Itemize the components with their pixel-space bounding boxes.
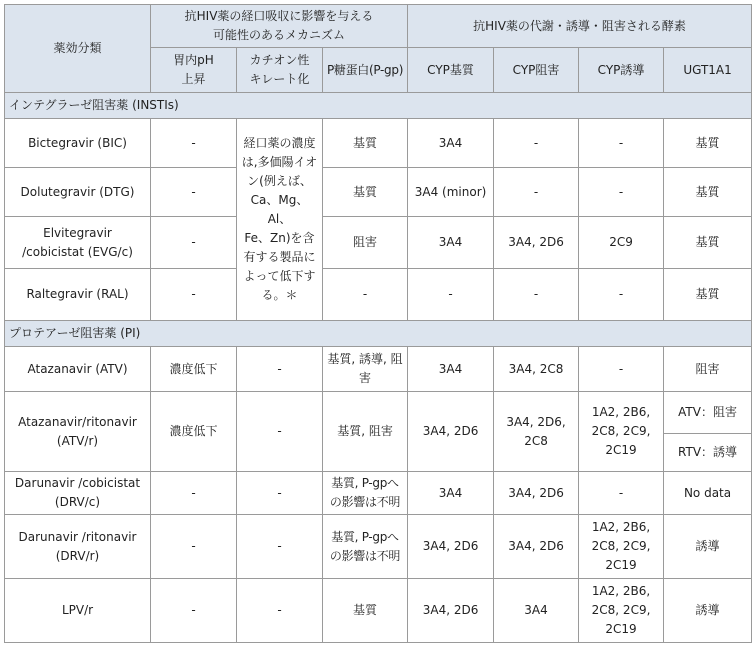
cyp-induction-line3: 2C19 (605, 558, 637, 572)
drug-name-line2: /cobicistat (EVG/c) (22, 244, 133, 259)
table-row-drvr (5, 515, 752, 579)
header-row-1 (5, 5, 752, 48)
cation-line2: キレート化 (249, 72, 310, 86)
table-row-atv (5, 347, 752, 392)
drug-name-line1: Atazanavir/ritonavir (18, 414, 137, 429)
cyp-substrate-cell: 3A4 (408, 347, 494, 392)
ugt1a1-cell: 基質 (664, 119, 752, 168)
cyp-substrate-header: CYP基質 (408, 48, 494, 93)
cyp-inhibition-cell (494, 392, 579, 472)
cyp-inhibition-cell: 3A4, 2D6 (494, 472, 579, 515)
drug-name (5, 217, 151, 269)
pgp-header: P糖蛋白(P-gp) (323, 48, 408, 93)
drug-name-line1: Darunavir /cobicistat (14, 476, 141, 490)
cyp-induction-cell: 2C9 (579, 217, 664, 269)
cyp-inhibition-line1: 3A4, 2D6, (506, 414, 566, 429)
cyp-substrate-cell: 3A4 (408, 217, 494, 269)
gastric-ph-line1: 胃内pH (173, 53, 214, 67)
pgp-cell (323, 515, 408, 579)
ugt1a1-cell-atv: ATV：阻害 (664, 392, 752, 434)
drug-interaction-table (4, 4, 752, 643)
pgp-line2: の影響は不明 (329, 495, 401, 509)
table-row-dtg (5, 168, 752, 217)
gastric-ph-cell: 濃度低下 (151, 392, 237, 472)
drug-name-line2: (ATV/r) (56, 433, 99, 448)
pgp-cell: 基質 (323, 168, 408, 217)
cation-chelation-cell: - (237, 472, 323, 515)
section-title-pi: プロテアーゼ阻害薬 (PI) (5, 321, 752, 347)
cation-chelation-cell: - (237, 347, 323, 392)
cyp-substrate-cell: 3A4, 2D6 (408, 579, 494, 643)
drug-name: Raltegravir (RAL) (5, 269, 151, 321)
ugt1a1-cell: 阻害 (664, 347, 752, 392)
cyp-substrate-cell: 3A4, 2D6 (408, 515, 494, 579)
cyp-inhibition-cell: - (494, 269, 579, 321)
cyp-inhibition-cell: 3A4, 2D6 (494, 217, 579, 269)
ugt1a1-cell-rtv: RTV：誘導 (664, 434, 752, 472)
cyp-inhibition-cell: 3A4, 2C8 (494, 347, 579, 392)
gastric-ph-cell: - (151, 515, 237, 579)
pgp-cell: 基質 (323, 119, 408, 168)
absorption-mechanism-header (151, 5, 408, 48)
table-row-evg (5, 217, 752, 269)
cyp-inhibition-cell: 3A4 (494, 579, 579, 643)
pgp-line1: 基質, P-gpへ (331, 476, 399, 490)
chelation-note-line: 有する製品に (243, 250, 316, 264)
chelation-note-line: Ca、Mg、Al、 (250, 193, 309, 226)
cyp-induction-line1: 1A2, 2B6, (591, 520, 651, 534)
drug-name (5, 472, 151, 515)
pgp-cell (323, 347, 408, 392)
gastric-ph-cell: 濃度低下 (151, 347, 237, 392)
pgp-line2: の影響は不明 (329, 548, 401, 563)
ugt1a1-header: UGT1A1 (664, 48, 752, 93)
drug-name (5, 515, 151, 579)
cation-chelation-header (237, 48, 323, 93)
table-row-bic (5, 119, 752, 168)
absorption-header-line1: 抗HIV薬の経口吸収に影響を与える (184, 9, 374, 23)
cyp-induction-line1: 1A2, 2B6, (591, 405, 651, 419)
pgp-line1: 基質, 誘導, 阻 (327, 352, 403, 366)
gastric-ph-header (151, 48, 237, 93)
chelation-note-line: よって低下す (243, 269, 316, 283)
gastric-ph-cell: - (151, 472, 237, 515)
cyp-inhibition-cell: - (494, 168, 579, 217)
gastric-ph-cell: - (151, 217, 237, 269)
drug-name-line1: Darunavir /ritonavir (18, 529, 137, 544)
gastric-ph-cell: - (151, 579, 237, 643)
gastric-ph-cell: - (151, 119, 237, 168)
cyp-inhibition-cell: - (494, 119, 579, 168)
cyp-induction-cell: - (579, 168, 664, 217)
ugt1a1-cell: 基質 (664, 168, 752, 217)
cyp-induction-line2: 2C8, 2C9, (591, 539, 651, 553)
cyp-induction-line2: 2C8, 2C9, (591, 603, 651, 617)
pgp-line2: 害 (359, 371, 372, 385)
ugt1a1-cell: 誘導 (664, 579, 752, 643)
section-title-insti: インテグラーゼ阻害薬 (INSTIs) (5, 93, 752, 119)
chelation-note-line: る。＊ (261, 288, 298, 302)
pgp-cell: 基質, 阻害 (323, 392, 408, 472)
ugt1a1-cell: 基質 (664, 217, 752, 269)
cyp-induction-cell: - (579, 269, 664, 321)
cation-chelation-cell: - (237, 515, 323, 579)
drug-name (5, 392, 151, 472)
cyp-induction-cell: - (579, 119, 664, 168)
drug-name: Dolutegravir (DTG) (5, 168, 151, 217)
pgp-cell: - (323, 269, 408, 321)
metabolism-enzyme-header: 抗HIV薬の代謝・誘導・阻害される酵素 (408, 5, 752, 48)
cyp-substrate-cell: 3A4, 2D6 (408, 392, 494, 472)
chelation-note-line: は,多価陽イオ (241, 155, 318, 169)
cyp-substrate-cell: - (408, 269, 494, 321)
pgp-cell: 阻害 (323, 217, 408, 269)
cyp-inhibition-line2: 2C8 (524, 433, 548, 448)
ugt1a1-cell: 基質 (664, 269, 752, 321)
pgp-cell: 基質 (323, 579, 408, 643)
chelation-note-line: 経口薬の濃度 (243, 136, 316, 150)
cyp-induction-header: CYP誘導 (579, 48, 664, 93)
cyp-induction-line3: 2C19 (605, 443, 637, 457)
section-row-insti (5, 93, 752, 119)
drug-name: Bictegravir (BIC) (5, 119, 151, 168)
ugt1a1-cell: 誘導 (664, 515, 752, 579)
gastric-ph-line2: 上昇 (181, 72, 206, 86)
chelation-note-line: Fe、Zn)を含 (244, 231, 315, 245)
cyp-induction-cell (579, 579, 664, 643)
cyp-induction-cell (579, 515, 664, 579)
absorption-header-line2: 可能性のあるメカニズム (213, 28, 346, 42)
gastric-ph-cell: - (151, 269, 237, 321)
cation-line1: カチオン性 (249, 53, 310, 67)
drug-name-line1: Elvitegravir (43, 225, 112, 240)
cyp-substrate-cell: 3A4 (minor) (408, 168, 494, 217)
table-row-ral (5, 269, 752, 321)
cation-chelation-cell: - (237, 579, 323, 643)
drug-name-line2: (DRV/r) (55, 548, 100, 563)
pgp-line1: 基質, P-gpへ (331, 529, 399, 544)
cyp-induction-line3: 2C19 (605, 622, 637, 636)
cyp-induction-line2: 2C8, 2C9, (591, 424, 651, 438)
cyp-inhibition-cell: 3A4, 2D6 (494, 515, 579, 579)
gastric-ph-cell: - (151, 168, 237, 217)
cyp-induction-cell: - (579, 472, 664, 515)
cyp-induction-cell (579, 392, 664, 472)
chelation-note-line: ン(例えば、 (247, 174, 312, 188)
drug-name: LPV/r (5, 579, 151, 643)
pgp-cell (323, 472, 408, 515)
table-row-lpvr (5, 579, 752, 643)
ugt1a1-cell: No data (664, 472, 752, 515)
table-row-atvr (5, 392, 752, 434)
chelation-note-cell (237, 119, 323, 321)
cyp-induction-cell: - (579, 347, 664, 392)
cyp-substrate-cell: 3A4 (408, 472, 494, 515)
cation-chelation-cell: - (237, 392, 323, 472)
cyp-induction-line1: 1A2, 2B6, (591, 584, 651, 598)
drug-class-header: 薬効分類 (5, 5, 151, 93)
drug-name-line2: (DRV/c) (54, 495, 101, 509)
cyp-substrate-cell: 3A4 (408, 119, 494, 168)
section-row-pi (5, 321, 752, 347)
table-row-drvc (5, 472, 752, 515)
cyp-inhibition-header: CYP阻害 (494, 48, 579, 93)
drug-name: Atazanavir (ATV) (5, 347, 151, 392)
